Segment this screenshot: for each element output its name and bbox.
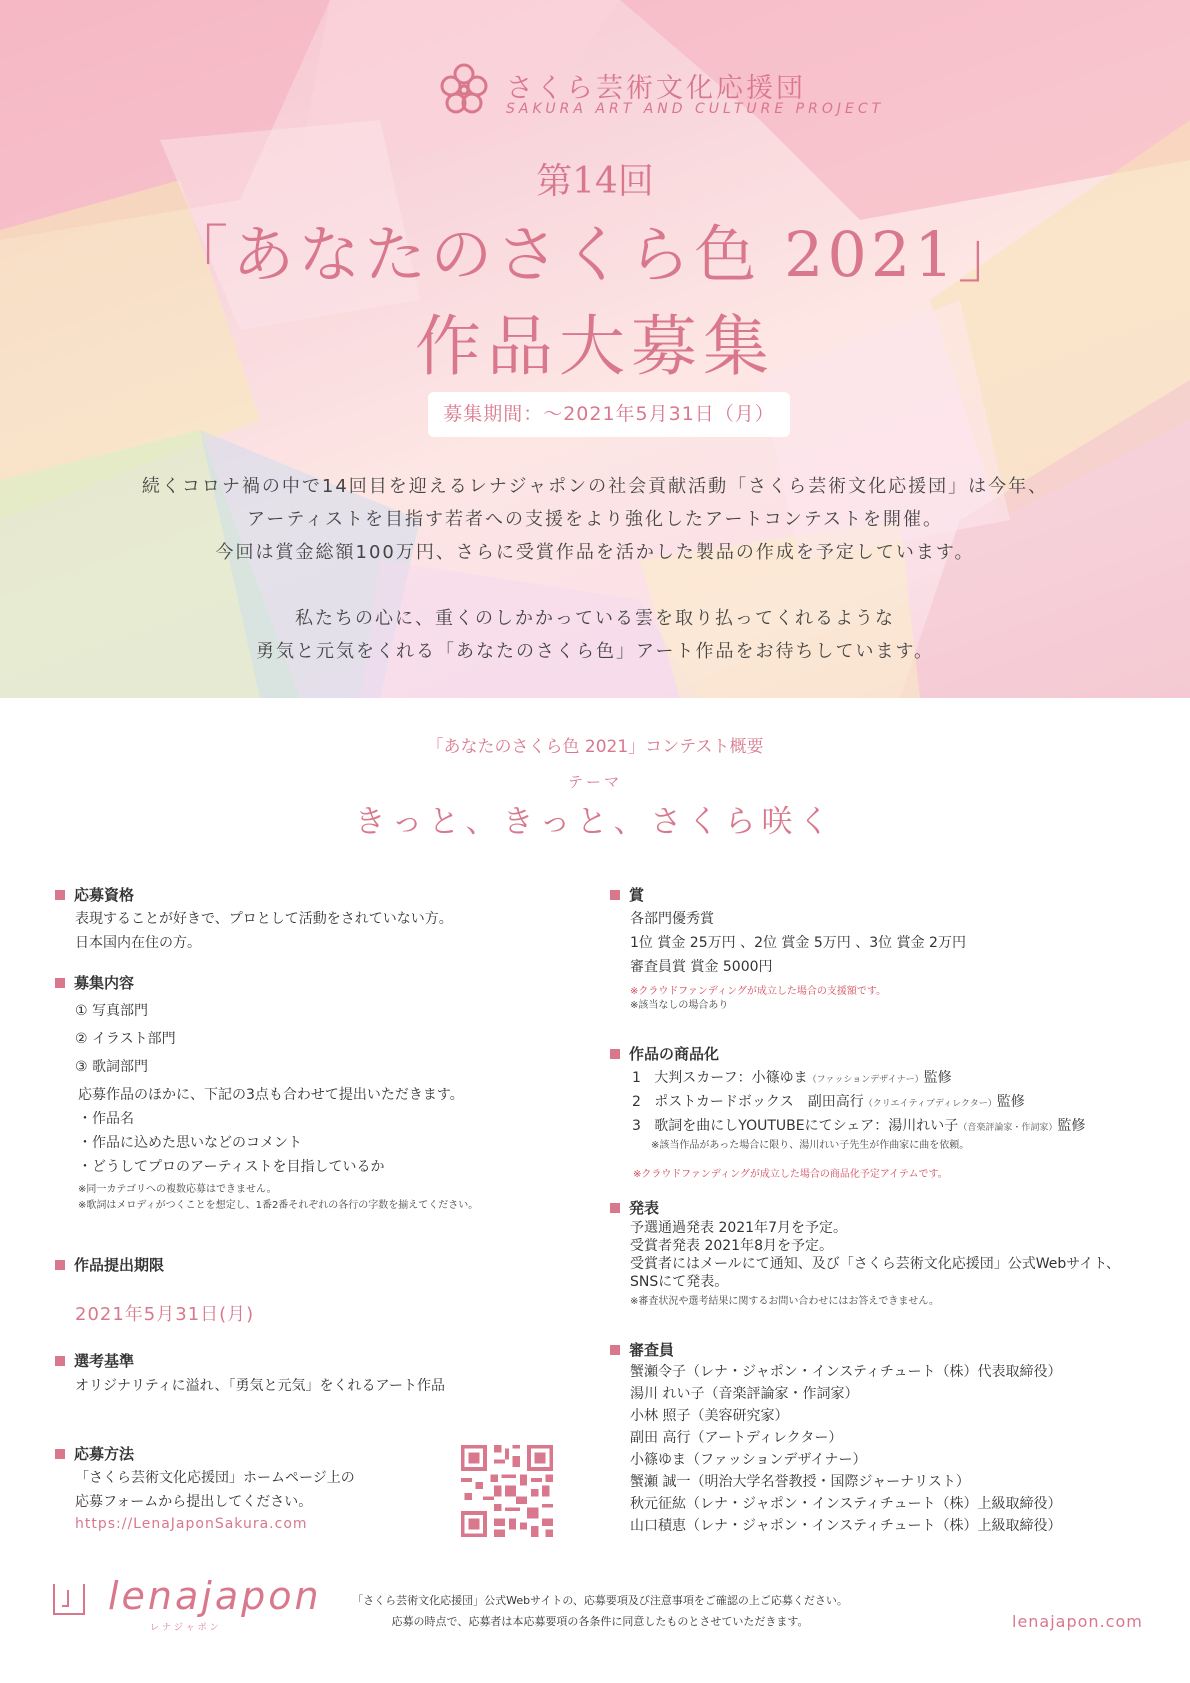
- intro-line: 続くコロナ禍の中で14回目を迎えるレナジャポンの社会貢献活動「さくら芸術文化応援団」は今年、: [141, 476, 1049, 497]
- prize-note-red: ※クラウドファンディングが成立した場合の支援額です。: [630, 986, 887, 997]
- org-name-jp: さくら芸術文化応援団: [506, 73, 806, 104]
- judge-item: 秋元征紘（レナ・ジャポン・インスティチュート（株）上級取締役）: [630, 1496, 1062, 1512]
- prize-heading: 賞: [610, 884, 644, 905]
- judge-item: 小林 照子（美容研究家）: [630, 1408, 789, 1424]
- product-item: 3 歌詞を曲にしYOUTUBEにてシェア：湯川れい子（音楽評論家・作詞家）監修: [632, 1118, 1086, 1134]
- judge-item: 副田 高行（アートディレクター）: [630, 1430, 843, 1446]
- overview-heading: 「あなたのさくら色 2021」コンテスト概要: [426, 737, 764, 757]
- content-notes: ※同一カテゴリへの複数応募はできません。 ※歌詞はメロディがつくことを想定し、1番2番それぞれの各行の字数を揃えてください。: [78, 1184, 479, 1211]
- bullet-square-icon: [610, 1203, 620, 1213]
- products-heading: 作品の商品化: [610, 1043, 719, 1064]
- prize-note: ※該当なしの場合あり: [630, 1000, 729, 1011]
- period-badge: 募集期間：～2021年5月31日（月）: [428, 392, 790, 437]
- submission-items: ・作品名 ・作品に込めた思いなどのコメント ・どうしてプロのアーティストを目指しているか: [78, 1111, 385, 1175]
- product-item: 1 大判スカーフ：小篠ゆま（ファッションデザイナー）監修: [632, 1070, 952, 1086]
- product-item: 2 ポストカードボックス 副田高行（クリエイティブディレクター）監修: [632, 1094, 1025, 1110]
- bullet-square-icon: [55, 1449, 65, 1459]
- judges-list: [630, 1361, 1061, 1537]
- intro-line: 今回は賞金総額100万円、さらに受賞作品を活かした製品の作成を予定しています。: [215, 542, 975, 563]
- bullet-square-icon: [610, 1345, 620, 1355]
- criteria-heading: 選考基準: [55, 1350, 134, 1371]
- prize-text: 各部門優秀賞 1位 賞金 25万円 、2位 賞金 5万円 、3位 賞金 2万円 審査員賞 賞金 5000円: [630, 911, 966, 975]
- intro-line: 私たちの心に、重くのしかかっている雲を取り払ってくれるような: [295, 608, 895, 629]
- intro-line: [0, 569, 1190, 602]
- judge-item: 湯川 れい子（音楽評論家・作詞家）: [630, 1386, 859, 1402]
- page-subtitle: 作品大募集: [415, 308, 775, 385]
- category-item: ② イラスト部門: [75, 1031, 176, 1047]
- theme-text: きっと、きっと、さくら咲く: [354, 804, 836, 840]
- bullet-square-icon: [55, 1356, 65, 1366]
- footer-note: 「さくら芸術文化応援団」公式Webサイトの、応募要項及び注意事項をご確認の上ご応募ください。 応募の時点で、応募者は本応募要項の各条件に同意したものとさせていただきます。: [352, 1594, 848, 1628]
- org-name-en: SAKURA ART AND CULTURE PROJECT: [506, 101, 885, 117]
- category-list: [75, 997, 176, 1081]
- content-extra: 応募作品のほかに、下記の3点も合わせて提出いただきます。: [78, 1087, 464, 1103]
- bullet-square-icon: [55, 1260, 65, 1270]
- category-item: ③ 歌詞部門: [75, 1059, 149, 1075]
- brand-logo: lenajapon: [108, 1574, 322, 1618]
- method-text: 「さくら芸術文化応援団」ホームページ上の 応募フォームから提出してください。: [75, 1470, 355, 1510]
- deadline-value: 2021年5月31日(月): [75, 1304, 255, 1325]
- judges-heading: 審査員: [610, 1339, 674, 1360]
- deadline-heading: 作品提出期限: [55, 1254, 164, 1275]
- hero-section: [0, 0, 1190, 698]
- lenajapon-mark-icon: [52, 1584, 86, 1616]
- content-heading: 募集内容: [55, 972, 134, 993]
- sakura-logo-icon: [438, 62, 490, 118]
- brand-sub: レナジャポン: [150, 1623, 222, 1633]
- announce-text: 予選通過発表 2021年7月を予定。 受賞者発表 2021年8月を予定。 受賞者にはメールにて通知、及び「さくら芸術文化応援団」公式Webサイト、 SNSにて発表。: [630, 1220, 1121, 1290]
- eligibility-heading: 応募資格: [55, 884, 134, 905]
- footer-site[interactable]: lenajapon.com: [1012, 1612, 1143, 1631]
- announce-note: ※審査状況や選考結果に関するお問い合わせにはお答えできません。: [630, 1296, 939, 1307]
- edition-label: 第14回: [536, 161, 654, 202]
- judge-item: 蟹瀬令子（レナ・ジャポン・インスティチュート（株）代表取締役）: [630, 1364, 1062, 1380]
- judge-item: 蟹瀬 誠一（明治大学名誉教授・国際ジャーナリスト）: [630, 1474, 970, 1490]
- eligibility-text: 表現することが好きで、プロとして活動をされていない方。 日本国内在住の方。: [75, 911, 453, 951]
- method-heading: 応募方法: [55, 1443, 134, 1464]
- judge-item: 小篠ゆま（ファッションデザイナー）: [630, 1452, 867, 1468]
- bullet-square-icon: [55, 978, 65, 988]
- theme-label: テーマ: [567, 773, 622, 791]
- products-sub-note: ※該当作品があった場合に限り、湯川れい子先生が作曲家に曲を依頼。: [651, 1140, 970, 1151]
- category-item: ① 写真部門: [75, 1003, 149, 1019]
- intro-line: アーティストを目指す若者への支援をより強化したアートコンテストを開催。: [246, 509, 944, 530]
- bullet-square-icon: [610, 1049, 620, 1059]
- website-link[interactable]: https://LenaJaponSakura.com: [75, 1516, 308, 1532]
- criteria-text: オリジナリティに溢れ、「勇気と元気」をくれるアート作品: [75, 1378, 446, 1394]
- intro-text: [0, 470, 1190, 668]
- intro-line: 勇気と元気をくれる「あなたのさくら色」アート作品をお待ちしています。: [255, 641, 935, 662]
- judge-item: 山口積恵（レナ・ジャポン・インスティチュート（株）上級取締役）: [630, 1518, 1062, 1534]
- bullet-square-icon: [55, 890, 65, 900]
- page-title: 「あなたのさくら色 2021」: [166, 218, 1024, 291]
- announce-heading: 発表: [610, 1197, 659, 1218]
- bullet-square-icon: [610, 890, 620, 900]
- products-note-red: ※クラウドファンディングが成立した場合の商品化予定アイテムです。: [633, 1169, 948, 1180]
- qr-code-icon[interactable]: [461, 1445, 553, 1537]
